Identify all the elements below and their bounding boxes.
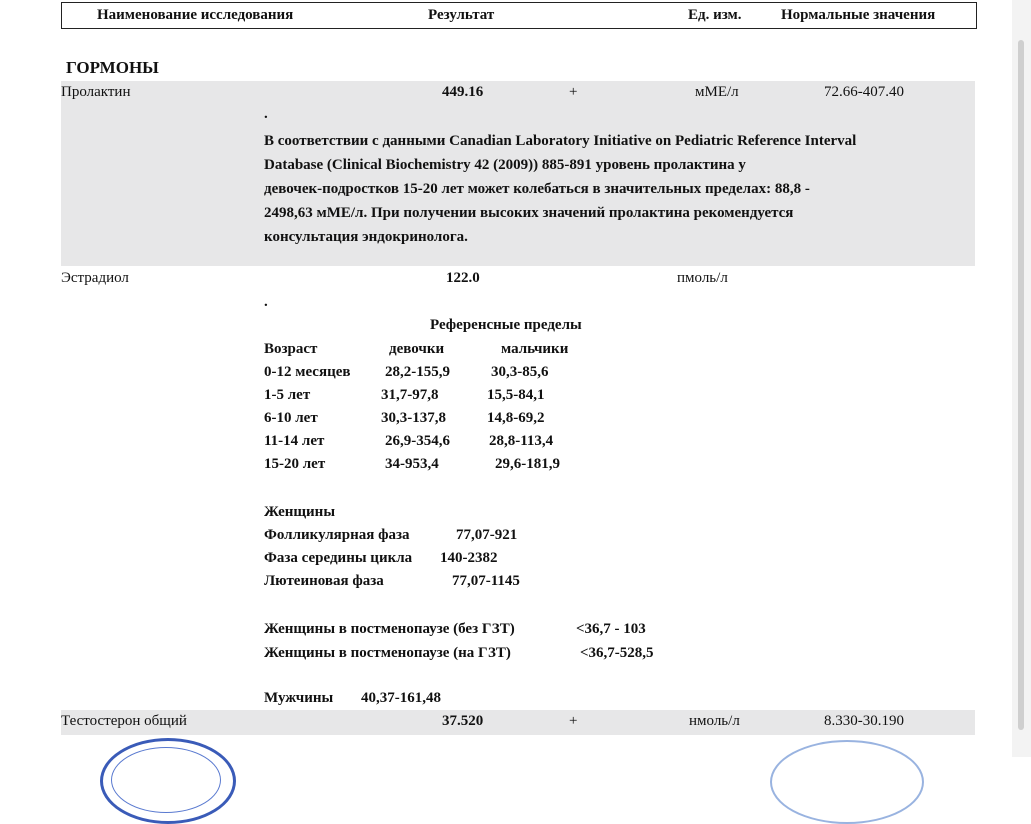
ref-row-age: 15-20 лет [264, 456, 326, 472]
estradiol-unit: пмоль/л [677, 270, 728, 286]
col-result-header: Результат [428, 7, 495, 23]
estradiol-name: Эстрадиол [61, 270, 129, 286]
stamp-right-icon [770, 740, 924, 824]
ref-row-girls: 31,7-97,8 [381, 387, 439, 403]
ref-row-age: 0-12 месяцев [264, 364, 351, 380]
ref-row-boys: 15,5-84,1 [487, 387, 545, 403]
prolactin-dot: . [264, 106, 268, 122]
estradiol-dot: . [264, 294, 268, 310]
col-norm-header: Нормальные значения [781, 7, 936, 23]
postmeno-value: <36,7 - 103 [576, 621, 646, 637]
phase-value: 77,07-1145 [452, 573, 520, 589]
comment-line: консультация эндокринолога. [264, 229, 468, 245]
postmeno-value: <36,7-528,5 [580, 645, 654, 661]
prolactin-flag: + [569, 84, 578, 100]
ref-row-girls: 26,9-354,6 [385, 433, 450, 449]
bottom-blank [250, 735, 770, 757]
comment-line: девочек-подростков 15-20 лет может колебаться в значительных пределах: 88,8 - [264, 181, 810, 197]
ref-row-age: 6-10 лет [264, 410, 318, 426]
testosterone-norm: 8.330-30.190 [824, 713, 904, 729]
ref-row-girls: 28,2-155,9 [385, 364, 450, 380]
table-header [61, 2, 977, 29]
estradiol-result: 122.0 [446, 270, 480, 286]
ref-row-girls: 30,3-137,8 [381, 410, 446, 426]
prolactin-comment [264, 129, 856, 249]
ref-row-boys: 28,8-113,4 [489, 433, 554, 449]
ref-row-boys: 14,8-69,2 [487, 410, 545, 426]
col-unit-header: Ед. изм. [688, 7, 742, 23]
ref-row-boys: 29,6-181,9 [495, 456, 560, 472]
men-value: 40,37-161,48 [361, 690, 441, 706]
testosterone-flag: + [569, 713, 578, 729]
ref-row-girls: 34-953,4 [385, 456, 439, 472]
ref-row-boys: 30,3-85,6 [491, 364, 549, 380]
testosterone-unit: нмоль/л [689, 713, 740, 729]
section-title: ГОРМОНЫ [66, 58, 159, 77]
phase-value: 140-2382 [440, 550, 498, 566]
stamp-left-icon [100, 738, 236, 824]
postmeno-name: Женщины в постменопаузе (без ГЗТ) [264, 621, 515, 637]
ref-header-age: Возраст [264, 341, 318, 357]
prolactin-norm: 72.66-407.40 [824, 84, 904, 100]
prolactin-result: 449.16 [442, 84, 484, 100]
ref-header-girls: девочки [389, 341, 445, 357]
ref-row-age: 1-5 лет [264, 387, 311, 403]
testosterone-name: Тестостерон общий [61, 713, 187, 729]
testosterone-result: 37.520 [442, 713, 484, 729]
men-name: Мужчины [264, 690, 334, 706]
women-title: Женщины [264, 504, 336, 520]
prolactin-unit: мМЕ/л [695, 84, 739, 100]
comment-line: Database (Clinical Biochemistry 42 (2009)) 885-891 уровень пролактина у [264, 157, 746, 173]
phase-name: Фолликулярная фаза [264, 527, 410, 543]
comment-line: В соответствии с данными Canadian Laboratory Initiative on Pediatric Reference Interval [264, 133, 857, 149]
ref-header-boys: мальчики [501, 341, 569, 357]
prolactin-name: Пролактин [61, 84, 131, 100]
phase-value: 77,07-921 [456, 527, 518, 543]
ref-title: Референсные пределы [430, 317, 582, 333]
col-name-header: Наименование исследования [97, 7, 294, 23]
phase-name: Лютеиновая фаза [264, 573, 384, 589]
phase-name: Фаза середины цикла [264, 550, 413, 566]
ref-row-age: 11-14 лет [264, 433, 325, 449]
comment-line: 2498,63 мМЕ/л. При получении высоких значений пролактина рекомендуется [264, 205, 794, 221]
postmeno-name: Женщины в постменопаузе (на ГЗТ) [264, 645, 511, 661]
scrollbar-thumb[interactable] [1018, 40, 1024, 730]
